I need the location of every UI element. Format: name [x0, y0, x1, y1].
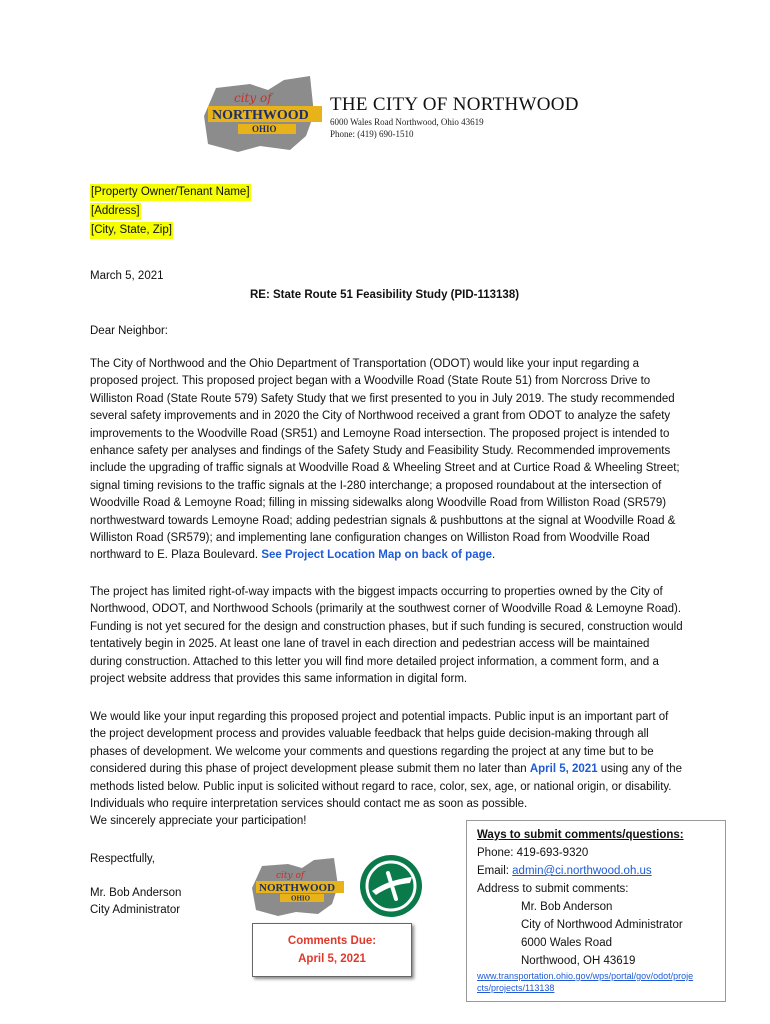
comments-due-date: April 5, 2021 — [298, 953, 366, 965]
closing: Respectfully, — [90, 853, 155, 865]
svg-text:city of: city of — [276, 871, 305, 881]
recipient-block — [90, 182, 251, 239]
recipient-address: [Address] — [90, 203, 141, 220]
city-name: THE CITY OF NORTHWOOD — [330, 94, 579, 115]
svg-text:NORTHWOOD: NORTHWOOD — [212, 108, 309, 123]
salutation: Dear Neighbor: — [90, 325, 168, 337]
signer-name: Mr. Bob Anderson — [90, 887, 182, 899]
submit-email-row: Email: admin@ci.northwood.oh.us — [477, 865, 652, 877]
submit-addr-org: City of Northwood Administrator — [521, 919, 683, 931]
email-link[interactable]: admin@ci.northwood.oh.us — [512, 865, 652, 877]
comments-due-box — [252, 923, 412, 977]
deadline-date: April 5, 2021 — [529, 763, 598, 776]
city-logo-small — [248, 850, 348, 918]
recipient-city: [City, State, Zip] — [90, 222, 173, 239]
location-map-link[interactable]: See Project Location Map on back of page — [261, 549, 493, 562]
submit-addr-city: Northwood, OH 43619 — [521, 955, 636, 967]
odot-logo — [358, 853, 424, 919]
paragraph-1: The City of Northwood and the Ohio Department of Transportation (ODOT) would like your input regarding a proposed project. This proposed project began with a Woodville Road (State Route 51) from Norcross Drive to Williston Road (State Route 579) Safety Study that we first presented to you in July 2019. The study recommended several safety improvements and in 2020 the City of Northwood received a grant from ODOT to analyze the safety improvements to the Woodville Road (SR51) and Lemoyne Road intersection. The proposed project is intended to enhance safety per analyses and findings of the Safety Study and Feasibility Study. Recommended improvements include the upgrading of traffic signals at Woodville Road & Wheeling Street and at Curtice Road & Wheeling Street; signal timing revisions to the traffic signals at the I-280 interchange; a proposed roundabout at the intersection of Woodville Road & Lemoyne Road; filling in missing sidewalks along Woodville Road from Williston Road (SR579) northwestward towards Lemoyne Road; adding pedestrian signals & pushbuttons at the signal at Woodville Road & Williston Road (SR579); and implementing lane configuration changes on Williston Road from Woodville Road northward to E. Plaza Boulevard. See Project Location Map on back of page. — [90, 358, 680, 562]
paragraph-2: The project has limited right-of-way impacts with the biggest impacts occurring to properties owned by the City of Northwood, ODOT, and Northwood Schools (primarily at the southwest corner of Woodville Road & Lemoyne Road). Funding is not yet secured for the design and construction phases, but if such funding is secured, construction would tentatively begin in 2025. At least one lane of travel in each direction and pedestrian access will be maintained during construction. Attached to this letter you will find more detailed project information, a comment form, and a project website address that provides this same information in digital form. — [90, 586, 683, 686]
svg-text:OHIO: OHIO — [252, 124, 277, 134]
city-phone: Phone: (419) 690-1510 — [330, 129, 414, 139]
submit-address-label: Address to submit comments: — [477, 883, 629, 895]
comments-due-label: Comments Due: — [287, 935, 377, 947]
submit-phone: Phone: 419-693-9320 — [477, 847, 589, 859]
city-address: 6000 Wales Road Northwood, Ohio 43619 — [330, 117, 484, 127]
signer-title: City Administrator — [90, 904, 181, 916]
submit-heading: Ways to submit comments/questions: — [477, 829, 684, 841]
svg-text:OHIO: OHIO — [291, 894, 311, 903]
letter-date: March 5, 2021 — [90, 270, 164, 282]
letter-subject: RE: State Route 51 Feasibility Study (PID-113138) — [250, 289, 520, 301]
svg-text:NORTHWOOD: NORTHWOOD — [259, 882, 336, 894]
svg-text:city of: city of — [234, 91, 272, 105]
submit-addr-name: Mr. Bob Anderson — [521, 901, 613, 913]
project-url-link[interactable]: www.transportation.ohio.gov/wps/portal/gov/odot/proje cts/projects/113138 — [477, 971, 694, 993]
recipient-name: [Property Owner/Tenant Name] — [90, 184, 251, 201]
submit-addr-street: 6000 Wales Road — [521, 937, 612, 949]
paragraph-3: We would like your input regarding this proposed project and potential impacts. Public input is an important part of the project development process and provides valuable feedback that helps guide decision-making through all phases of development. We welcome your comments and questions regarding the project at any time but to be considered during this phase of project development please submit them no later than April 5, 2021 using any of the methods listed below. Public input is solicited without regard to race, color, sex, age, or national origin, or disability. Individuals who require interpretation services should contact me as soon as possible. We sincerely appreciate your participation! — [90, 711, 682, 828]
city-logo — [198, 66, 328, 154]
